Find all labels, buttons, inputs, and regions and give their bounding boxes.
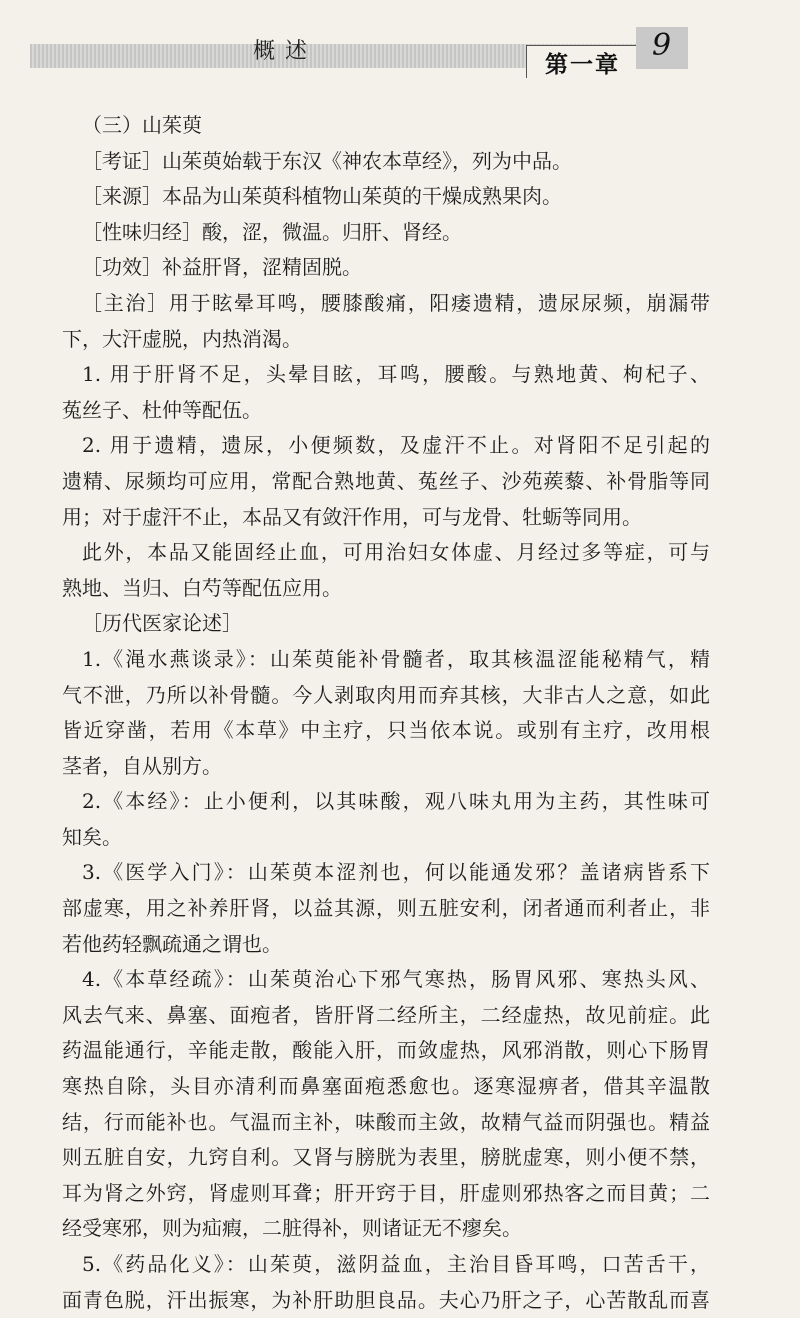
text-line: 药温能通行，辛能走散，酸能入肝，而敛虚热，风邪消散，则心下肠胃	[62, 1038, 710, 1063]
text-line: 下，大汗虚脱，内热消渴。	[62, 326, 302, 351]
section-heading: （三）山茱萸	[82, 113, 202, 137]
text-line: 遗精、尿频均可应用，常配合熟地黄、菟丝子、沙苑蒺藜、补骨脂等同	[62, 468, 710, 493]
text-line: ［功效］补益肝肾，涩精固脱。	[82, 255, 362, 280]
text-line: 知矣。	[62, 824, 122, 849]
page-number: 9	[652, 28, 672, 63]
text-line: 茎者，自从别方。	[62, 753, 222, 778]
text-line: 2. 用于遗精，遗尿，小便频数，及虚汗不止。对肾阳不足引起的	[82, 433, 710, 458]
text-line: 3.《医学入门》：山茱萸本涩剂也，何以能通发邪？盖诸病皆系下	[82, 860, 710, 885]
text-line: 风去气来、鼻塞、面疱者，皆肝肾二经所主，二经虚热，故见前症。此	[62, 1002, 710, 1027]
text-line: ［来源］本品为山茱萸科植物山茱萸的干燥成熟果肉。	[82, 184, 562, 209]
text-line: ［历代医家论述］	[82, 611, 242, 636]
text-line: 皆近穿凿，若用《本草》中主疗，只当依本说。或别有主疗，改用根	[62, 718, 710, 743]
text-line: 此外，本品又能固经止血，可用治妇女体虚、月经过多等症，可与	[82, 540, 710, 565]
text-line: 则五脏自安，九窍自利。又肾与膀胱为表里，膀胱虚寒，则小便不禁，	[62, 1145, 710, 1170]
section-title: 概述	[252, 39, 317, 64]
text-line: 2.《本经》：止小便利，以其味酸，观八味丸用为主药，其性味可	[82, 789, 710, 814]
text-line: 结，行而能补也。气温而主补，味酸而主敛，故精气益而阴强也。精益	[62, 1109, 710, 1134]
text-line: 经受寒邪，则为疝瘕，二脏得补，则诸证无不瘳矣。	[62, 1216, 522, 1241]
text-line: 若他药轻飘疏通之谓也。	[62, 931, 282, 956]
running-header	[0, 0, 800, 100]
text-line: 5.《药品化义》：山茱萸，滋阴益血，主治目昏耳鸣，口苦舌干，	[82, 1252, 710, 1276]
text-line: 面青色脱，汗出振寒，为补肝助胆良品。夫心乃肝之子，心苦散乱而喜	[62, 1287, 710, 1312]
text-line: 熟地、当归、白芍等配伍应用。	[62, 575, 342, 600]
text-line: 1. 用于肝肾不足，头晕目眩，耳鸣，腰酸。与熟地黄、枸杞子、	[82, 362, 710, 387]
text-line: 气不泄，乃所以补骨髓。今人剥取肉用而弃其核，大非古人之意，如此	[62, 682, 710, 707]
text-line: ［考证］山茱萸始载于东汉《神农本草经》，列为中品。	[82, 148, 572, 173]
text-line: 寒热自除，头目亦清利而鼻塞面疱悉愈也。逐寒湿痹者，借其辛温散	[62, 1074, 710, 1099]
text-line: ［性味归经］酸，涩，微温。归肝、肾经。	[82, 219, 462, 244]
text-line: 耳为肾之外窍，肾虚则耳聋；肝开窍于目，肝虚则邪热客之而目黄；二	[62, 1180, 710, 1205]
chapter-label: 第一章	[545, 52, 620, 78]
text-line: 4.《本草经疏》：山茱萸治心下邪气寒热，肠胃风邪、寒热头风、	[82, 967, 710, 992]
page-body	[62, 108, 710, 1318]
text-line: 1.《渑水燕谈录》：山茱萸能补骨髓者，取其核温涩能秘精气，精	[82, 646, 710, 671]
text-line: 菟丝子、杜仲等配伍。	[62, 397, 262, 422]
text-line: 部虚寒，用之补养肝肾，以益其源，则五脏安利，闭者通而利者止，非	[62, 896, 710, 921]
text-line: 用；对于虚汗不止，本品又有敛汗作用，可与龙骨、牡蛎等同用。	[62, 504, 642, 529]
text-line: ［主治］用于眩晕耳鸣，腰膝酸痛，阳痿遗精，遗尿尿频，崩漏带	[82, 290, 710, 315]
